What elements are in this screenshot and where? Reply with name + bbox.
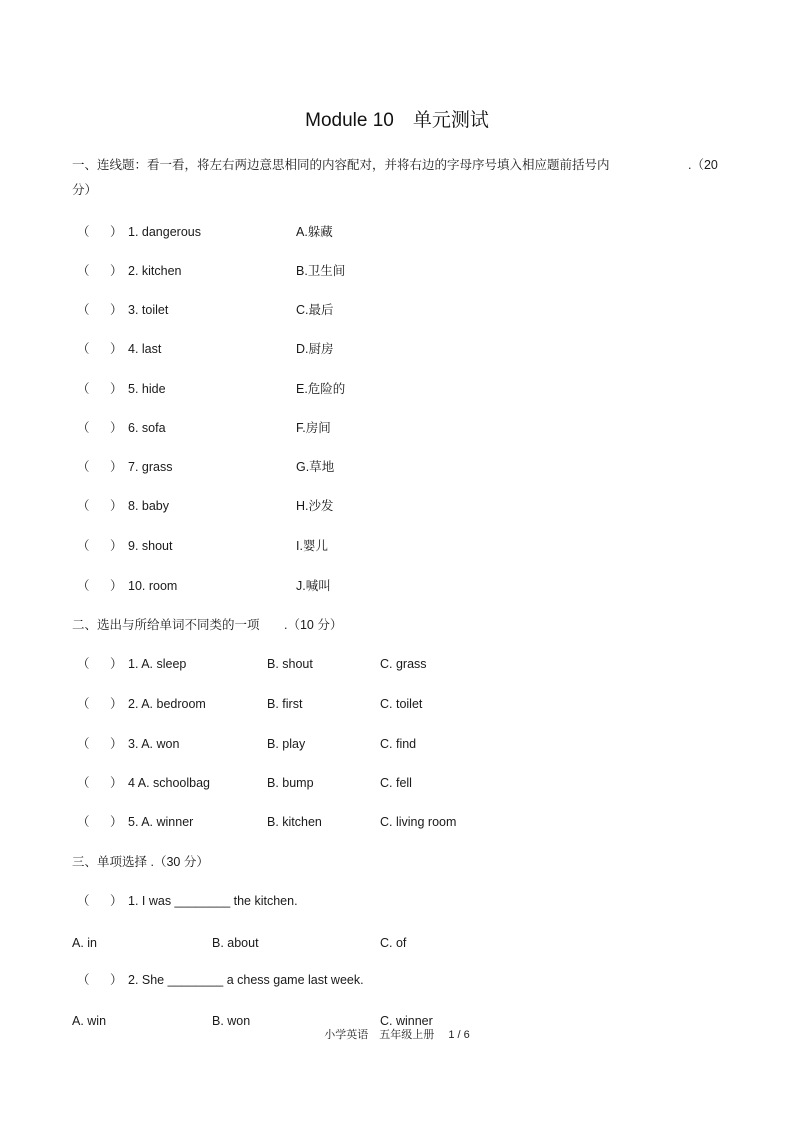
answer-paren-open: （ bbox=[77, 421, 90, 435]
answer-paren-open: （ bbox=[77, 973, 90, 987]
matching-left-item: 4. last bbox=[128, 342, 162, 356]
option-b: B. about bbox=[212, 936, 259, 950]
option-a: 3. A. won bbox=[128, 737, 180, 751]
matching-right-item: I.婴儿 bbox=[296, 539, 328, 553]
matching-left-item: 8. baby bbox=[128, 499, 170, 513]
answer-paren-open: （ bbox=[77, 657, 90, 671]
option-b: B. kitchen bbox=[267, 815, 322, 829]
answer-blank[interactable]: ） bbox=[110, 225, 123, 239]
answer-blank[interactable]: ） bbox=[110, 264, 123, 278]
option-b: B. won bbox=[212, 1014, 251, 1028]
answer-blank[interactable]: ） bbox=[110, 894, 123, 908]
matching-right-item: B.卫生间 bbox=[296, 264, 346, 278]
answer-paren-open: （ bbox=[77, 264, 90, 278]
option-a: 4 A. schoolbag bbox=[128, 776, 211, 790]
answer-blank[interactable]: ） bbox=[110, 342, 123, 356]
answer-paren-open: （ bbox=[77, 737, 90, 751]
matching-left-item: 5. hide bbox=[128, 382, 166, 396]
answer-blank[interactable]: ） bbox=[110, 382, 123, 396]
option-b: B. play bbox=[267, 737, 306, 751]
section1-heading: 一、连线题：看一看，将左右两边意思相同的内容配对，并将右边的字母序号填入相应题前括号内 bbox=[72, 158, 610, 172]
answer-paren-open: （ bbox=[77, 539, 90, 553]
matching-right-item: D.厨房 bbox=[296, 342, 334, 356]
answer-paren-open: （ bbox=[77, 225, 90, 239]
section1-heading-score: .（20 bbox=[688, 158, 718, 172]
answer-paren-open: （ bbox=[77, 499, 90, 513]
answer-blank[interactable]: ） bbox=[110, 421, 123, 435]
matching-left-item: 3. toilet bbox=[128, 303, 169, 317]
matching-right-item: E.危险的 bbox=[296, 382, 346, 396]
page-footer: 小学英语 五年级上册 1 / 6 bbox=[324, 1029, 470, 1041]
option-a: 1. A. sleep bbox=[128, 657, 187, 671]
matching-left-item: 2. kitchen bbox=[128, 264, 182, 278]
answer-blank[interactable]: ） bbox=[110, 815, 123, 829]
option-c: C. find bbox=[380, 737, 417, 751]
matching-left-item: 9. shout bbox=[128, 539, 173, 553]
option-b: B. bump bbox=[267, 776, 314, 790]
matching-right-item: H.沙发 bbox=[296, 499, 334, 513]
answer-blank[interactable]: ） bbox=[110, 539, 123, 553]
option-c: C. toilet bbox=[380, 697, 423, 711]
question-stem: 1. I was ________ the kitchen. bbox=[128, 894, 298, 908]
answer-blank[interactable]: ） bbox=[110, 737, 123, 751]
answer-paren-open: （ bbox=[77, 342, 90, 356]
answer-paren-open: （ bbox=[77, 894, 90, 908]
section3-heading: 三、单项选择 .（30 分） bbox=[72, 855, 209, 869]
matching-right-item: F.房间 bbox=[296, 421, 331, 435]
answer-paren-open: （ bbox=[77, 303, 90, 317]
page-title: Module 10 单元测试 bbox=[305, 110, 489, 131]
matching-left-item: 1. dangerous bbox=[128, 225, 201, 239]
matching-left-item: 10. room bbox=[128, 579, 178, 593]
section1-heading-cont: 分） bbox=[72, 183, 98, 197]
option-c: C. of bbox=[380, 936, 407, 950]
option-b: B. first bbox=[267, 697, 303, 711]
answer-blank[interactable]: ） bbox=[110, 657, 123, 671]
option-b: B. shout bbox=[267, 657, 313, 671]
section2-heading-score: .（10 分） bbox=[284, 618, 343, 632]
option-c: C. fell bbox=[380, 776, 412, 790]
answer-paren-open: （ bbox=[77, 460, 90, 474]
matching-right-item: A.躲藏 bbox=[296, 225, 333, 239]
section2-heading: 二、选出与所给单词不同类的一项 bbox=[72, 618, 260, 632]
matching-right-item: C.最后 bbox=[296, 303, 334, 317]
matching-right-item: J.喊叫 bbox=[296, 579, 331, 593]
matching-left-item: 6. sofa bbox=[128, 421, 166, 435]
answer-blank[interactable]: ） bbox=[110, 303, 123, 317]
answer-blank[interactable]: ） bbox=[110, 499, 123, 513]
answer-paren-open: （ bbox=[77, 815, 90, 829]
option-a: A. win bbox=[72, 1014, 107, 1028]
answer-paren-open: （ bbox=[77, 382, 90, 396]
option-a: 5. A. winner bbox=[128, 815, 194, 829]
matching-right-item: G.草地 bbox=[296, 460, 335, 474]
option-c: C. winner bbox=[380, 1014, 433, 1028]
answer-blank[interactable]: ） bbox=[110, 697, 123, 711]
answer-paren-open: （ bbox=[77, 579, 90, 593]
option-a: 2. A. bedroom bbox=[128, 697, 206, 711]
option-a: A. in bbox=[72, 936, 98, 950]
answer-blank[interactable]: ） bbox=[110, 579, 123, 593]
answer-paren-open: （ bbox=[77, 776, 90, 790]
answer-blank[interactable]: ） bbox=[110, 973, 123, 987]
question-stem: 2. She ________ a chess game last week. bbox=[128, 973, 364, 987]
answer-paren-open: （ bbox=[77, 697, 90, 711]
answer-blank[interactable]: ） bbox=[110, 776, 123, 790]
option-c: C. grass bbox=[380, 657, 427, 671]
matching-left-item: 7. grass bbox=[128, 460, 173, 474]
answer-blank[interactable]: ） bbox=[110, 460, 123, 474]
option-c: C. living room bbox=[380, 815, 457, 829]
